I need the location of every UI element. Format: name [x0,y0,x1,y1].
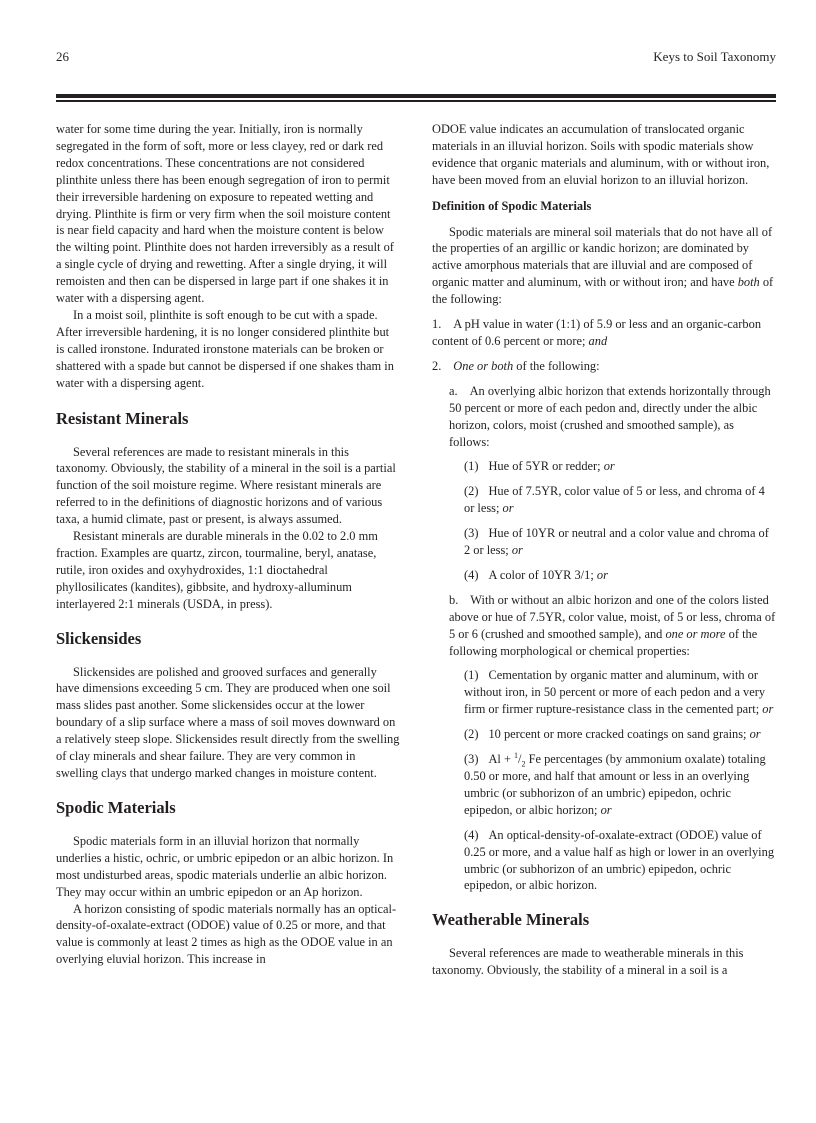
paragraph: In a moist soil, plinthite is soft enough to be cut with a spade. After irreversible hardening, it is no longer considered plinthite but is called ironstone. Indurated ironstone materials can be broken or shattered with a spade but cannot be dispersed if one shakes tham in water with a dispersing agent. [56,307,394,390]
paragraph: A horizon consisting of spodic materials normally has an optical-density-of-oxalate-extract (ODOE) value of 0.25 or more, and that value is commonly at least 2 times as high as the ODOE value in an overlying eluvial horizon. This increase in [56,901,397,967]
paragraph: water for some time during the year. Initially, iron is normally segregated in the form of soft, more or less clayey, red or dark red redox concentrations. These concentrations are not considered plinthite unless there has been enough segregation of iron to permit their irreversible hardening on exposure to repeated wetting and drying. Plinthite is firm or very firm when the soil moisture content is near field capacity and hard when the moisture content is below the wilting point. Plinthite does not harden irreversibly as a result of a single cycle of drying and rewetting. After a single drying, it will remoisten and then can be dispersed in large part if one shakes it in water with a dispersing agent. [56,122,394,306]
paragraph: Spodic materials are mineral soil materials that do not have all of the properties of an argillic or kandic horizon; are dominated by active amorphous materials that are illuvial and are composed of organic matter and aluminum, with or without iron; and have both of the following: [432,224,774,307]
paragraph: Slickensides are polished and grooved surfaces and generally have dimensions exceeding 5 cm. They are produced when one soil mass slides past another. Some slickensides occur at the lower boundary of a slip surface where a mass of soil moves downward on a relatively steep slope. Slickensides result directly from the swelling of clay minerals and shear failure. They are very common in swelling clays that undergo marked changes in moisture content. [56,664,400,780]
section-heading-slickensides: Slickensides [56,628,142,648]
right-column [432,121,776,979]
list-item-2b3: (3) $Al + ^1/_2$ Fe percentages (by ammonium oxalate) totaling 0.50 or more, and half that amount or less in an overlying umbric (or subhorizon of an umbric) epipedon, ochric epipedon, or albic horizon; or [464,750,766,817]
list-item-2a2: (2) Hue of 7.5YR, color value of 5 or less, and chroma of 4 or less; or [464,484,765,516]
page-number: 26 [56,49,69,64]
header-rule-thin [56,100,776,102]
list-item-2b4: (4) An optical-density-of-oxalate-extract (ODOE) value of 0.25 or more, and a value half as high or lower in an overlying umbric (or subhorizon of an umbric) epipedon, ochric epipedon, or albic horizon. [464,827,775,893]
paragraph: ODOE value indicates an accumulation of translocated organic materials in an illuvial horizon. Soils with spodic materials show evidence that organic materials and aluminum, with or without iron, have been moved from an eluvial horizon to an illuvial horizon. [432,122,770,187]
paragraph: Several references are made to weatherable minerals in this taxonomy. Obviously, the stability of a mineral in a soil is a [432,946,744,978]
section-heading-spodic-materials: Spodic Materials [56,797,176,817]
left-column [56,121,400,968]
list-item-2: 2. One or both of the following: [432,358,600,373]
list-item-2b2: (2) 10 percent or more cracked coatings on sand grains; or [464,727,761,742]
paragraph: Resistant minerals are durable minerals in the 0.02 to 2.0 mm fraction. Examples are quartz, zircon, tourmaline, beryl, anatase, rutile, iron oxides and oxyhydroxides, 1:1 dioctahedral phyllosilicates (kandites), gibbsite, and hydroxy-alluminum interlayered 2:1 minerals (USDA, in press). [56,529,378,611]
paragraph: Several references are made to resistant minerals in this taxonomy. Obviously, the stability of a mineral in the soil is a partial function of the soil moisture regime. Where resistant minerals are referred to in the definitions of diagnostic horizons and of various taxa, a humid climate, past or present, is always assumed. [56,444,396,527]
running-title: Keys to Soil Taxonomy [653,49,776,64]
section-heading-weatherable-minerals: Weatherable Minerals [432,910,590,930]
subheading-definition-spodic: Definition of Spodic Materials [432,198,592,213]
list-item-2b: b. With or without an albic horizon and one of the colors listed above or hue of 7.5YR, color value, moist, of 5 or less, chroma of 5 or 6 (crushed and smoothed sample), and one or more of the following morphological or chemical properties: [449,592,776,658]
header-rule-thick [56,94,776,98]
list-item-1: 1. A pH value in water (1:1) of 5.9 or less and an organic-carbon content of 0.6 percent or more; and [432,317,762,348]
list-item-2a1: (1) Hue of 5YR or redder; or [464,459,615,474]
list-item-2b1: (1) Cementation by organic matter and aluminum, with or without iron, in 50 percent or more of each pedon and a very firm or firmer rupture-resistance class in the cemented part; or [464,668,774,717]
list-item-2a4: (4) A color of 10YR 3/1; or [464,567,608,582]
paragraph: Spodic materials form in an illuvial horizon that normally underlies a histic, ochric, or umbric epipedon or an albic horizon. In most undisturbed areas, spodic materials underlie an albic horizon. They may occur within an umbric epipedon or an Ap horizon. [56,833,394,899]
section-heading-resistant-minerals: Resistant Minerals [56,408,189,428]
list-item-2a3: (3) Hue of 10YR or neutral and a color value and chroma of 2 or less; or [464,526,769,558]
list-item-2a: a. An overlying albic horizon that extends horizontally through 50 percent or more of each pedon and, directly under the albic horizon, colors, moist (crushed and smoothed sample), as follows: [449,383,771,449]
